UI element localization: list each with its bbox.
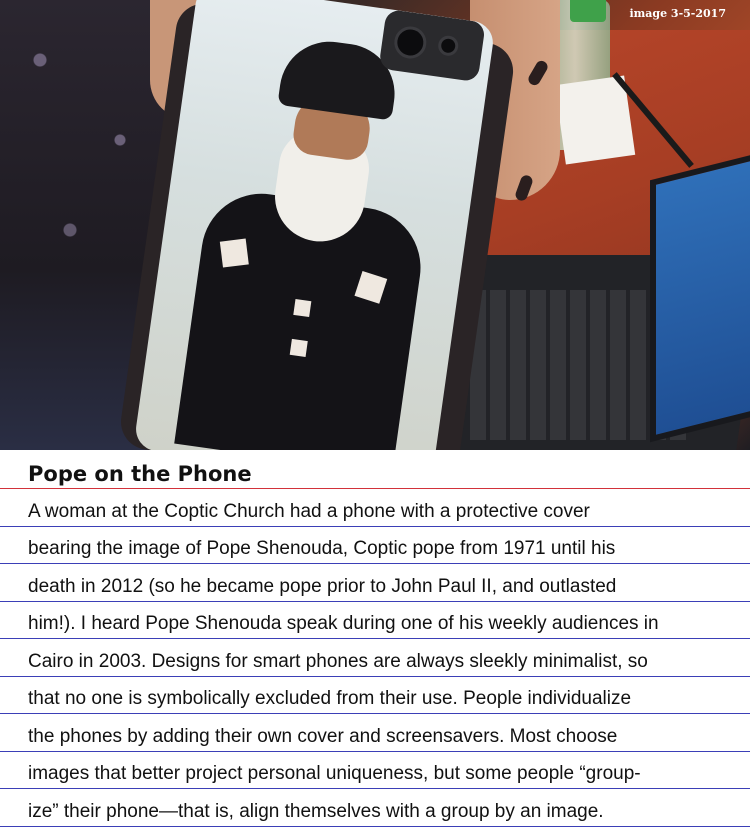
article-title: Pope on the Phone [28, 462, 252, 486]
cross-emblem [220, 239, 249, 268]
text-line [0, 714, 750, 752]
flash-icon [437, 34, 460, 57]
text-line [0, 527, 750, 565]
line-text: A woman at the Coptic Church had a phone with a protective cover [28, 500, 590, 522]
text-line [0, 789, 750, 827]
pope-portrait-cover [133, 0, 495, 450]
line-text: bearing the image of Pope Shenouda, Coptic pope from 1971 until his [28, 538, 616, 559]
line-text: that no one is symbolically excluded from their use. People individualize [28, 688, 632, 709]
line-text: the phones by adding their own cover and screensavers. Most choose [28, 725, 618, 747]
camera-lens-icon [392, 24, 428, 60]
cross-emblem [293, 299, 311, 317]
line-text: death in 2012 (so he became pope prior to John Paul II, and outlasted [28, 575, 617, 597]
image-date-caption: image 3-5-2017 [629, 7, 726, 20]
text-line [0, 489, 750, 527]
phone-with-cover [117, 0, 516, 450]
line-text: images that better project personal uniqueness, but some people “group- [28, 763, 641, 784]
article-body [0, 450, 750, 827]
text-line [0, 752, 750, 790]
fingernail [526, 59, 549, 88]
line-text: him!). I heard Pope Shenouda speak during one of his weekly audiences in [28, 613, 659, 634]
line-text: ize” their phone—that is, align themselves with a group by an image. [28, 800, 604, 822]
text-line [0, 639, 750, 677]
text-line [0, 602, 750, 640]
bottle-cap [570, 0, 606, 22]
cross-emblem [290, 339, 308, 357]
text-line [0, 564, 750, 602]
text-line [0, 677, 750, 715]
laptop-screen [650, 150, 750, 442]
line-text: Cairo in 2003. Designs for smart phones are always sleekly minimalist, so [28, 650, 648, 672]
phone-camera [378, 9, 485, 82]
ruled-text [0, 489, 750, 827]
